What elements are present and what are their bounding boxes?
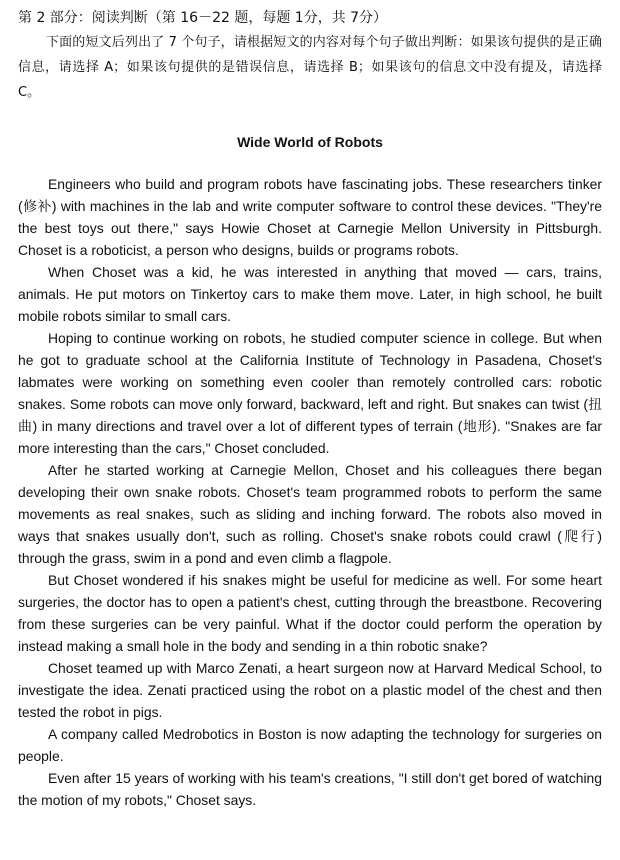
article-paragraph: A company called Medrobotics in Boston is now adapting the technology for surgeries on people. (18, 726, 602, 764)
article-paragraph: After he started working at Carnegie Mellon, Choset and his colleagues there began developing their own snake robots. Choset's team programmed robots to perform the same movements as real snakes, such as sliding and inching forward. The robots also moved in ways that snakes usually don't, such as rolling. Choset's snake robots could crawl (爬行) through the grass, swim in a pond and even climb a flagpole. (18, 462, 602, 566)
article-paragraph: But Choset wondered if his snakes might be useful for medicine as well. For some heart surgeries, the doctor has to open a patient's chest, cutting through the breastbone. Recovering from these surgeries can be very painful. What if the doctor could perform the operation by instead making a small hole in the body and sending in a thin robotic snake? (18, 572, 602, 654)
article-body (18, 173, 602, 811)
article-paragraph: Engineers who build and program robots have fascinating jobs. These researchers tinker (修补) with machines in the lab and write computer software to control these devices. "They're the best toys out there," says Howie Choset at Carnegie Mellon University in Pittsburgh. Choset is a roboticist, a person who designs, builds or programs robots. (18, 176, 602, 258)
article-title: Wide World of Robots (237, 134, 383, 150)
article-paragraph: Hoping to continue working on robots, he studied computer science in college. But when he got to graduate school at the California Institute of Technology in Pasadena, Choset's labmates were working on something even cooler than remotely controlled cars: robotic snakes. Some robots can move only forward, backward, left and right. But snakes can twist (扭曲) in many directions and travel over a lot of different types of terrain (地形). "Snakes are far more interesting than the cars," Choset concluded. (18, 330, 602, 456)
section-heading: 第 2 部分：阅读判断（第 16－22 题，每题 1分，共 7分） (18, 10, 388, 26)
article-paragraph: Choset teamed up with Marco Zenati, a heart surgeon now at Harvard Medical School, to investigate the idea. Zenati practiced using the robot on a plastic model of the chest and then tested the robot in pigs. (18, 660, 602, 720)
article-paragraph: When Choset was a kid, he was interested in anything that moved — cars, trains, animals. He put motors on Tinkertoy cars to make them move. Later, in high school, he built mobile robots similar to small cars. (18, 264, 602, 324)
article-paragraph: Even after 15 years of working with his team's creations, "I still don't get bored of watching the motion of my robots," Choset says. (18, 770, 602, 808)
instructions-text: 下面的短文后列出了 7 个句子，请根据短文的内容对每个句子做出判断：如果该句提供的是正确信息，请选择 A；如果该句提供的是错误信息，请选择 B；如果该句的信息文中没有提及，请选择 C。 (18, 35, 602, 100)
